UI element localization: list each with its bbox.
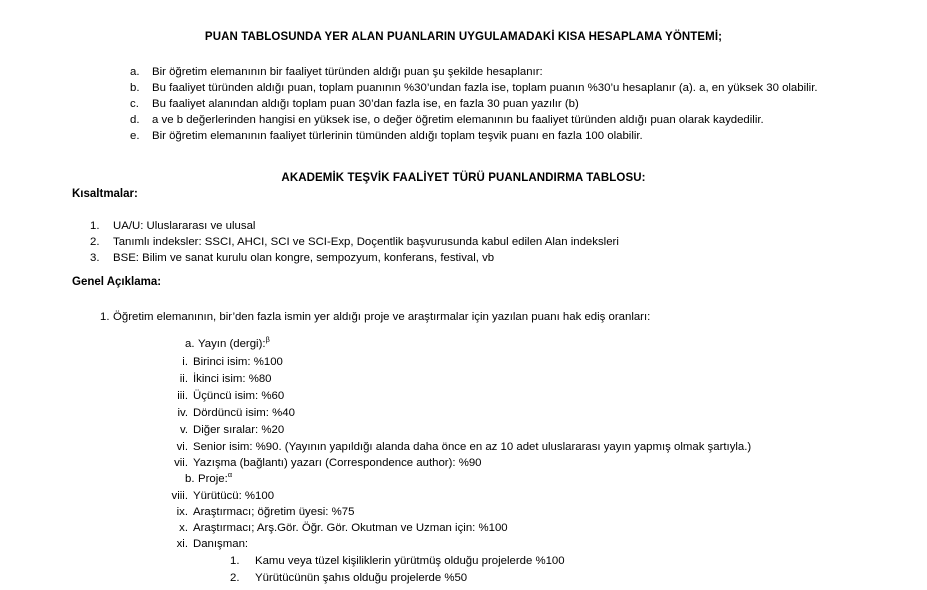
list-item: Diğer sıralar: %20 bbox=[193, 424, 285, 436]
general-intro-text: Öğretim elemanının, bir’den fazla ismin yer aldığı proje ve araştırmalar için yazılan puanı hak ediş oranları: bbox=[113, 311, 651, 323]
list-marker: vi. bbox=[176, 441, 188, 453]
list-item: Birinci isim: %100 bbox=[193, 356, 283, 368]
group-b-superscript: α bbox=[227, 470, 233, 480]
general-intro-marker: 1. bbox=[100, 311, 110, 323]
list-marker: xi. bbox=[176, 538, 188, 550]
list-item: UA/U: Uluslararası ve ulusal bbox=[113, 220, 256, 232]
list-marker: viii. bbox=[171, 490, 188, 502]
list-marker: vii. bbox=[174, 457, 188, 469]
list-item: Yürütücü: %100 bbox=[193, 490, 275, 502]
list-item: Bir öğretim elemanının faaliyet türlerinin tümünden aldığı toplam teşvik puanı en fazla 100 olabilir. bbox=[152, 130, 643, 142]
list-item: BSE: Bilim ve sanat kurulu olan kongre, sempozyum, konferans, festival, vb bbox=[113, 252, 495, 264]
group-a-marker: a. bbox=[185, 338, 195, 350]
list-item: Kamu veya tüzel kişiliklerin yürütmüş olduğu projelerde %100 bbox=[255, 555, 565, 567]
group-b-label bbox=[198, 472, 232, 487]
list-marker: 2. bbox=[230, 572, 240, 584]
list-item: Yürütücünün şahıs olduğu projelerde %50 bbox=[255, 572, 468, 584]
list-marker: iii. bbox=[177, 390, 188, 402]
list-marker: 3. bbox=[90, 252, 100, 264]
list-item: Araştırmacı; Arş.Gör. Öğr. Gör. Okutman ve Uzman için: %100 bbox=[193, 522, 508, 534]
list-item: Senior isim: %90. (Yayının yapıldığı alanda daha önce en az 10 adet uluslararası yayın yapmış olmak şartıyla.) bbox=[193, 441, 752, 453]
list-marker: x. bbox=[179, 522, 188, 534]
list-marker: iv. bbox=[177, 407, 188, 419]
list-marker: e. bbox=[130, 130, 140, 142]
list-item: Bu faaliyet türünden aldığı puan, toplam puanının %30’undan fazla ise, toplam puanın %30’u hesaplanır (a). a, en yüksek 30 olabilir. bbox=[152, 82, 818, 94]
list-item: Tanımlı indeksler: SSCI, AHCI, SCI ve SCI-Exp, Doçentlik başvurusunda kabul edilen Alan indeksleri bbox=[113, 236, 619, 248]
group-a-label-text: Yayın (dergi): bbox=[198, 338, 266, 350]
list-item: Yazışma (bağlantı) yazarı (Correspondence author): %90 bbox=[193, 457, 482, 469]
abbreviations-heading: Kısaltmalar: bbox=[72, 188, 138, 200]
list-marker: i. bbox=[182, 356, 188, 368]
list-marker: v. bbox=[179, 424, 188, 436]
list-item: a ve b değerlerinden hangisi en yüksek ise, o değer öğretim elemanının bu faaliyet türünden aldığı puan olarak kaydedilir. bbox=[152, 114, 764, 126]
list-marker: 2. bbox=[90, 236, 100, 248]
group-b-label-text: Proje: bbox=[198, 473, 228, 485]
list-item: Araştırmacı; öğretim üyesi: %75 bbox=[193, 506, 355, 518]
list-marker: d. bbox=[130, 114, 140, 126]
list-marker: ix. bbox=[176, 506, 188, 518]
list-marker: c. bbox=[130, 98, 139, 110]
section-title: AKADEMİK TEŞVİK FAALİYET TÜRÜ PUANLANDIRMA TABLOSU: bbox=[281, 172, 646, 184]
list-item: Danışman: bbox=[193, 538, 249, 550]
group-b-marker: b. bbox=[185, 473, 195, 485]
general-explanation-heading: Genel Açıklama: bbox=[72, 276, 162, 288]
list-marker: a. bbox=[130, 66, 140, 78]
list-marker: 1. bbox=[90, 220, 100, 232]
group-a-label bbox=[198, 337, 270, 352]
group-a-superscript: β bbox=[265, 335, 270, 345]
list-item: İkinci isim: %80 bbox=[193, 373, 272, 385]
list-marker: ii. bbox=[179, 373, 188, 385]
list-item: Bir öğretim elemanının bir faaliyet türünden aldığı puan şu şekilde hesaplanır: bbox=[152, 66, 543, 78]
page-title: PUAN TABLOSUNDA YER ALAN PUANLARIN UYGULAMADAKİ KISA HESAPLAMA YÖNTEMİ; bbox=[204, 31, 723, 43]
list-marker: 1. bbox=[230, 555, 240, 567]
list-item: Bu faaliyet alanından aldığı toplam puan 30’dan fazla ise, en fazla 30 puan yazılır (b) bbox=[152, 98, 579, 110]
list-item: Üçüncü isim: %60 bbox=[193, 390, 285, 402]
list-item: Dördüncü isim: %40 bbox=[193, 407, 295, 419]
list-marker: b. bbox=[130, 82, 140, 94]
